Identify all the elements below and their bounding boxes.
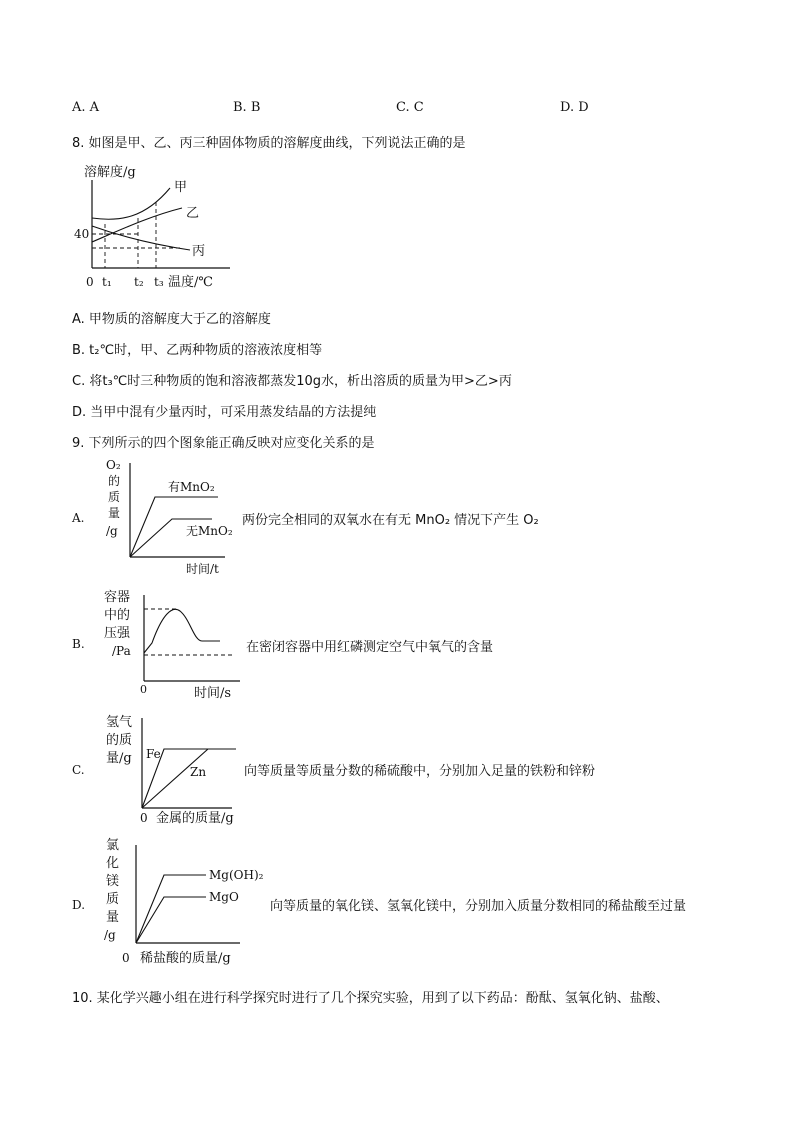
q8-y-tick-40: 40	[74, 227, 90, 241]
q9d-letter: D.	[72, 898, 86, 912]
q8-xlabel: 温度/℃	[168, 275, 213, 290]
q9b-graph	[100, 585, 260, 705]
q8-option-b: B. t₂℃时，甲、乙两种物质的溶液浓度相等	[72, 343, 323, 358]
q9c-letter: C.	[72, 763, 85, 777]
q9a-ylabel-4: 量	[108, 506, 121, 520]
q7-option-b: B. B	[233, 100, 261, 115]
q9d-curve-mgo	[136, 897, 206, 943]
q8-stem: 8. 如图是甲、乙、丙三种固体物质的溶解度曲线，下列说法正确的是	[72, 136, 466, 151]
q8-option-c: C. 将t₃℃时三种物质的饱和溶液都蒸发10g水，析出溶质的质量为甲>乙>丙	[72, 374, 512, 389]
q8-option-d: D. 当甲中混有少量丙时，可采用蒸发结晶的方法提纯	[72, 405, 377, 420]
q9c-ylabel-2: 的质	[106, 733, 133, 748]
q9d-ylabel-5: 量	[106, 910, 120, 925]
q8-series-yi: 乙	[186, 206, 200, 221]
q9-stem: 9. 下列所示的四个图象能正确反映对应变化关系的是	[72, 436, 375, 451]
q9b-letter: B.	[72, 637, 85, 651]
q9a-graph	[100, 455, 260, 575]
q9d-desc: 向等质量的氧化镁、氢氧化镁中，分别加入质量分数相同的稀盐酸至过量	[270, 899, 687, 914]
q9d-ylabel-3: 镁	[106, 874, 120, 889]
q9b-pressure-curve	[144, 609, 220, 653]
q9d-ylabel-6: /g	[104, 928, 116, 942]
q9d-xlabel: 稀盐酸的质量/g	[140, 951, 231, 966]
q9a-desc: 两份完全相同的双氧水在有无 MnO₂ 情况下产生 O₂	[242, 513, 539, 528]
q9a-ylabel-3: 质	[108, 490, 121, 504]
q9d-label-mgoh2: Mg(OH)₂	[209, 868, 264, 882]
q8-option-a: A. 甲物质的溶解度大于乙的溶解度	[72, 312, 271, 327]
q9b-desc: 在密闭容器中用红磷测定空气中氧气的含量	[246, 640, 494, 655]
q7-option-d: D. D	[560, 100, 589, 115]
q9d-ylabel-4: 质	[106, 892, 120, 907]
q9d-ylabel-1: 氯	[106, 838, 120, 853]
q9d-label-mgo: MgO	[209, 890, 239, 904]
q9d-curve-mgoh2	[136, 875, 206, 943]
q8-x-tick-t1: t₁	[102, 275, 112, 289]
q8-x-tick-t3: t₃	[154, 275, 164, 289]
q8-x-tick-t2: t₂	[134, 275, 144, 289]
q9b-ylabel-3: 压强	[104, 626, 131, 641]
q9d-ylabel-2: 化	[106, 856, 120, 871]
q9c-ylabel-3: 量/g	[106, 751, 132, 766]
q9b-ylabel-4: /Pa	[112, 644, 131, 658]
q9d-graph	[100, 833, 280, 968]
q9c-label-fe: Fe	[146, 747, 161, 761]
q9c-origin: 0	[140, 811, 148, 825]
q9c-xlabel: 金属的质量/g	[156, 811, 234, 826]
q7-option-a: A. A	[72, 100, 100, 115]
q9b-ylabel-1: 容器	[104, 590, 131, 605]
q8-ylabel: 溶解度/g	[84, 165, 136, 180]
q9a-label-without: 无MnO₂	[186, 524, 233, 538]
q9c-label-zn: Zn	[190, 765, 207, 779]
q9c-desc: 向等质量等质量分数的稀硫酸中，分别加入足量的铁粉和锌粉	[244, 764, 596, 779]
q8-curve-bing	[92, 226, 190, 250]
q8-solubility-graph	[70, 158, 270, 298]
q9a-letter: A.	[72, 511, 85, 525]
q8-series-bing: 丙	[192, 244, 206, 259]
q9a-ylabel-5: /g	[106, 524, 118, 538]
q9a-ylabel-1: O₂	[106, 458, 121, 472]
q8-curve-yi	[92, 208, 182, 242]
q9a-xlabel: 时间/t	[186, 562, 219, 576]
q8-origin: 0	[86, 275, 94, 289]
q9b-xlabel: 时间/s	[194, 686, 232, 701]
q9d-origin: 0	[122, 951, 130, 965]
q9a-ylabel-2: 的	[108, 474, 121, 488]
q8-series-jia: 甲	[174, 180, 188, 195]
q7-option-c: C. C	[396, 100, 424, 115]
q9c-ylabel-1: 氢气	[106, 715, 133, 730]
q9b-origin: 0	[140, 683, 147, 696]
q9a-label-with: 有MnO₂	[168, 480, 215, 494]
q9b-ylabel-2: 中的	[104, 608, 131, 623]
q10-stem: 10. 某化学兴趣小组在进行科学探究时进行了几个探究实验，用到了以下药品：酚酞、氢氧化钠、盐酸、	[72, 991, 669, 1006]
